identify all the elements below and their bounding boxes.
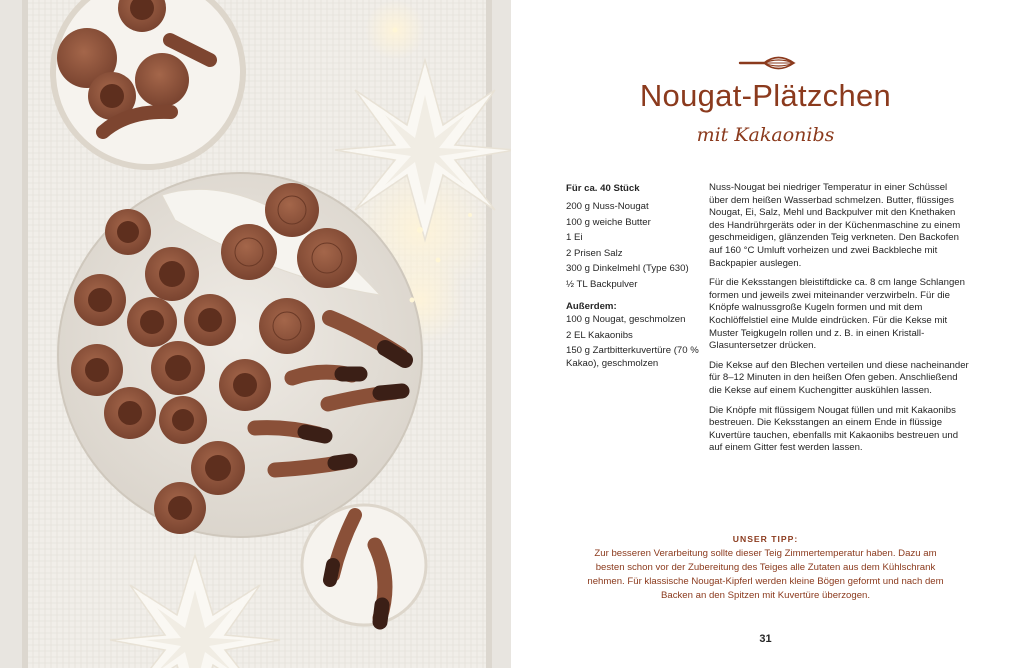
tip-heading: UNSER TIPP: — [732, 534, 799, 544]
instruction-step: Die Knöpfe mit flüssigem Nougat füllen und mit Kakaonibs bestreuen. Die Keksstangen an einem Ende in flüssige Kuvertüre tauchen, ebenfalls mit Kakaonibs bestreuen und auf einem Gitter fest werden lassen. — [709, 404, 959, 454]
recipe-title: Nougat-Plätzchen — [639, 78, 892, 113]
small-plate-bottom — [302, 505, 426, 625]
ingredient-item: 300 g Dinkelmehl (Type 630) — [566, 263, 689, 275]
ingredient-item: ½ TL Backpulver — [566, 278, 638, 290]
tip-text: Zur besseren Verarbeitung sollte dieser Teig Zimmertemperatur haben. Dazu am besten schon vor der Zubereitung des Teiges alle Zutaten aus dem Kühlschrank nehmen. Für klassische Nougat-Kipferl werden kleine Bögen geformt und nach dem Backen an den Spitzen mit Kuvertüre überzogen. — [587, 547, 944, 601]
whisk-icon — [738, 52, 796, 74]
recipe-page — [511, 0, 1020, 668]
ingredient-item: 100 g Nougat, geschmolzen — [566, 313, 686, 325]
instruction-step: Für die Keksstangen bleistiftdicke ca. 8 cm lange Schlangen formen und jeweils zwei miteinander verzwirbeln. Für die Knöpfe walnussgroße Kugeln formen und mit dem Kochlöffelstiel eine Mulde eindrücken. Für die Kekse mit Muster Teigkugeln rollen und z. B. in einen Kristall-Glasuntersetzer drücken. — [709, 277, 965, 352]
instruction-step: Die Kekse auf den Blechen verteilen und diese nacheinander für 8–12 Minuten in den heißen Ofen geben. Anschließend die Kekse auf einem Kuchengitter auskühlen lassen. — [709, 359, 969, 396]
ingredient-item: 2 Prisen Salz — [566, 247, 623, 259]
recipe-subtitle: mit Kakaonibs — [696, 124, 835, 146]
ingredient-item: 150 g Zartbitterkuvertüre (70 % Kakao), geschmolzen — [566, 345, 699, 370]
extra-ingredients-heading: Außerdem: — [566, 300, 617, 312]
ingredient-item: 100 g weiche Butter — [566, 216, 651, 228]
instructions — [709, 182, 969, 462]
servings-heading: Für ca. 40 Stück — [566, 183, 640, 194]
page-number: 31 — [759, 633, 772, 645]
ingredient-item: 1 Ei — [566, 232, 583, 244]
tip-box — [581, 533, 950, 603]
instruction-step: Nuss-Nougat bei niedriger Temperatur in einer Schüssel über dem heißen Wasserbad schmelzen. Butter, flüssiges Nougat, Ei, Salz, Mehl und Backpulver mit den Knethaken des Handrührgeräts oder in der Küchenmaschine zu einem geschmeidigen, glänzenden Teig verkneten. Den Backofen auf 160 °C Umluft vorheizen und zwei Backbleche mit Backpapier auslegen. — [709, 182, 961, 269]
ingredient-item: 2 EL Kakaonibs — [566, 329, 633, 341]
ingredient-list — [566, 182, 701, 373]
ingredient-item: 200 g Nuss-Nougat — [566, 201, 649, 212]
